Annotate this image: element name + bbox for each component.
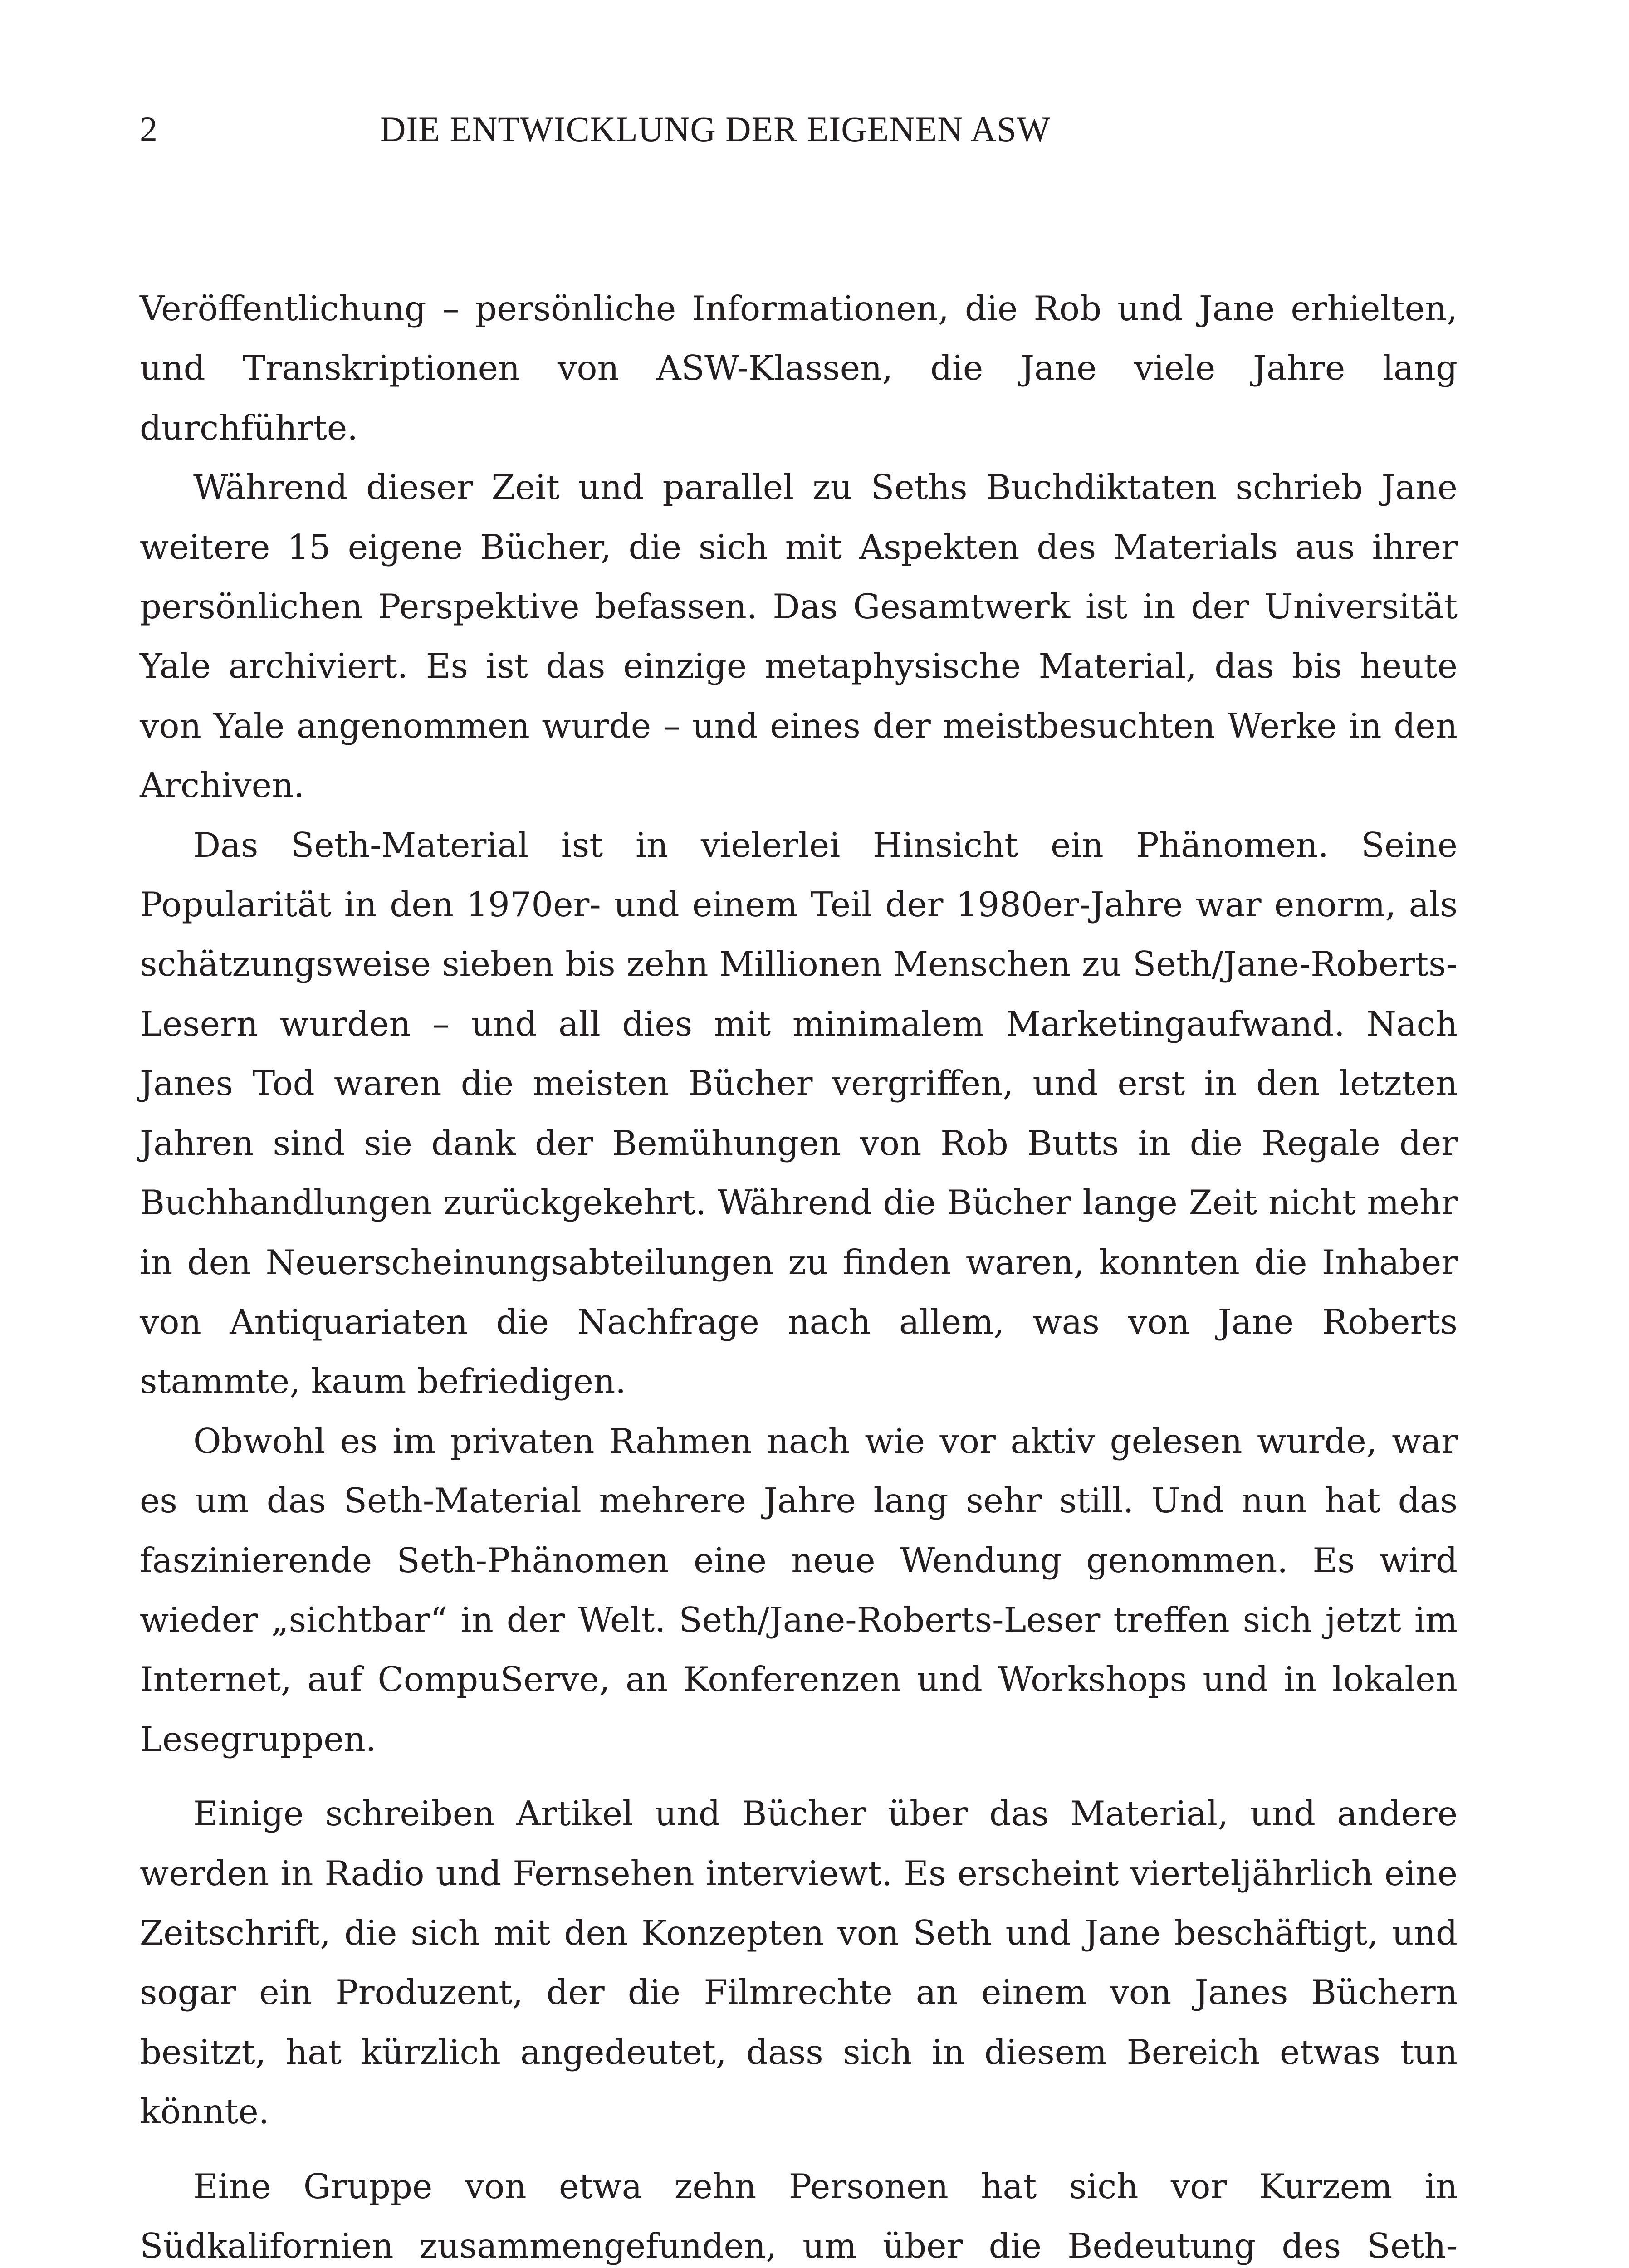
paragraph: Veröffentlichung – persönliche Informationen, die Rob und Jane erhielten, und Transkriptionen von ASW-Klassen, die Jane viele Jahre lang durchführte. bbox=[140, 288, 1458, 448]
body-text bbox=[140, 279, 1458, 2268]
running-title: DIE ENTWICKLUNG DER EIGENEN ASW bbox=[380, 109, 1051, 149]
page-number: 2 bbox=[140, 109, 157, 149]
paragraph: Eine Gruppe von etwa zehn Personen hat sich vor Kurzem in Südkalifornien zusammengefunden, um über die Bedeutung des Seth- bbox=[140, 2166, 1458, 2266]
paragraph: Obwohl es im privaten Rahmen nach wie vor aktiv gelesen wurde, war es um das Seth-Material mehrere Jahre lang sehr still. Und nun hat das faszinierende Seth-Phänomen eine neue Wendung genommen. Es wird wieder „sichtbar“ in der Welt. Seth/Jane-Roberts-Leser treffen sich jetzt im Internet, auf CompuServe, an Konferenzen und Workshops und in lokalen Lesegruppen. bbox=[140, 1421, 1458, 1759]
paragraph: Das Seth-Material ist in vielerlei Hinsicht ein Phänomen. Seine Popularität in den 1970er- und einem Teil der 1980er-Jahre war enorm, als schätzungsweise sieben bis zehn Millionen Menschen zu Seth/Jane-Roberts-Lesern wurden – und all dies mit minimalem Marketingaufwand. Nach Janes Tod waren die meisten Bücher vergriffen, und erst in den letzten Jahren sind sie dank der Bemühungen von Rob Butts in die Regale der Buchhandlungen zurückgekehrt. Während die Bücher lange Zeit nicht mehr in den Neuerscheinungsabteilungen zu finden waren, konnten die Inhaber von Antiquariaten die Nachfrage nach allem, was von Jane Roberts stammte, kaum befriedigen. bbox=[140, 825, 1458, 1402]
paragraph: Während dieser Zeit und parallel zu Seths Buchdiktaten schrieb Jane weitere 15 eigene Bücher, die sich mit Aspekten des Materials aus ihrer persönlichen Perspektive befassen. Das Gesamtwerk ist in der Universität Yale archiviert. Es ist das einzige metaphysische Material, das bis heute von Yale angenommen wurde – und eines der meistbesuchten Werke in den Archiven. bbox=[140, 467, 1458, 806]
paragraph: Einige schreiben Artikel und Bücher über das Material, und andere werden in Radio und Fernsehen interviewt. Es erscheint vierteljährlich eine Zeitschrift, die sich mit den Konzepten von Seth und Jane beschäftigt, und sogar ein Produzent, der die Filmrechte an einem von Janes Büchern besitzt, hat kürzlich angedeutet, dass sich in diesem Bereich etwas tun könnte. bbox=[140, 1794, 1458, 2132]
running-header bbox=[140, 104, 1458, 154]
